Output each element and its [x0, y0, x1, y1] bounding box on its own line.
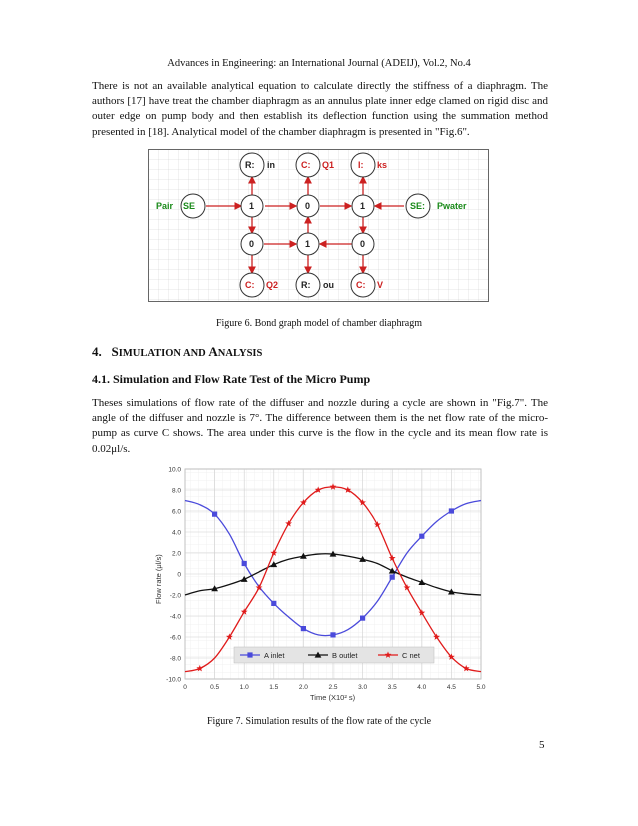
x-tick-label: 2.0: [298, 684, 308, 691]
label-ou: ou: [323, 280, 334, 290]
node-0a: 0: [305, 201, 311, 211]
node-0b: 0: [249, 239, 255, 249]
section-4-number: 4.: [92, 344, 102, 359]
data-point-a-inlet: [419, 534, 424, 539]
x-tick-label: 0: [183, 684, 187, 691]
node-1b: 1: [360, 201, 366, 211]
node-0c: 0: [360, 239, 366, 249]
data-point-a-inlet: [301, 626, 306, 631]
label-V: V: [377, 280, 384, 290]
node-1a: 1: [249, 201, 255, 211]
x-tick-label: 5.0: [476, 684, 486, 691]
legend-marker: [247, 652, 252, 657]
label-Q2: Q2: [266, 280, 279, 290]
y-tick-label: -6.0: [169, 634, 181, 642]
x-tick-label: 4.5: [446, 684, 456, 691]
label-pair: Pair: [156, 201, 174, 211]
paragraph-simulation: Theses simulations of flow rate of the diffuser and nozzle during a cycle are shown in "Fig.7". The angle of the diffuser and nozzle is 7°. The difference between them is the net flow rate of the micro-pump as curve C shows. The area under this curve is the flow in the cycle and its mean flow rate is 0.02μl/s.: [92, 397, 548, 455]
data-point-a-inlet: [449, 508, 454, 513]
section-4-title-imulation: IMULATION AND: [118, 348, 209, 359]
section-4-title-nalysis: NALYSIS: [217, 348, 263, 359]
label-C-bottom2: C:: [356, 280, 366, 290]
label-se-left: SE: [183, 201, 196, 211]
y-tick-label: -2.0: [169, 592, 181, 600]
data-point-a-inlet: [271, 601, 276, 606]
label-R-bottom: R:: [301, 280, 311, 290]
y-axis-label: Flow rate (μl/s): [154, 554, 163, 604]
data-point-a-inlet: [360, 616, 365, 621]
y-tick-label: -10.0: [166, 676, 181, 684]
y-tick-label: 4.0: [171, 529, 181, 537]
label-R: R:: [245, 160, 255, 170]
section-4-title-s: S: [111, 344, 119, 359]
legend-label: C net: [402, 651, 420, 660]
x-tick-label: 3.0: [358, 684, 368, 691]
label-ks: ks: [377, 160, 388, 170]
label-C-bottom1: C:: [245, 280, 255, 290]
y-tick-label: 2.0: [171, 550, 181, 558]
x-tick-label: 1.0: [239, 684, 249, 691]
label-C: C:: [301, 160, 311, 170]
label-se-right: SE:: [410, 201, 426, 211]
label-Q1: Q1: [322, 160, 335, 170]
legend-label: B outlet: [332, 651, 358, 660]
y-tick-label: 10.0: [168, 466, 181, 474]
legend-label: A inlet: [264, 651, 285, 660]
section-4-heading: [92, 344, 262, 360]
label-I: I:: [358, 160, 364, 170]
y-tick-label: 8.0: [171, 487, 181, 495]
figure-6-bond-graph: [148, 149, 489, 302]
page-number: 5: [539, 739, 545, 751]
section-4-1-heading: 4.1. Simulation and Flow Rate Test of the Micro Pump: [92, 372, 371, 386]
figure-7-chart: [150, 464, 490, 704]
y-tick-label: 6.0: [171, 508, 181, 516]
node-1c: 1: [305, 239, 311, 249]
data-point-a-inlet: [212, 512, 217, 517]
y-tick-label: 0: [177, 571, 181, 579]
x-tick-label: 4.0: [417, 684, 427, 691]
section-4-title-a: A: [208, 344, 218, 359]
y-tick-label: -4.0: [169, 613, 181, 621]
x-tick-label: 3.5: [387, 684, 397, 691]
figure-7-caption: Figure 7. Simulation results of the flow rate of the cycle: [206, 716, 432, 727]
data-point-a-inlet: [330, 632, 335, 637]
y-tick-label: -8.0: [169, 655, 181, 663]
label-pwater: Pwater: [437, 201, 467, 211]
label-in: in: [267, 160, 275, 170]
data-point-a-inlet: [390, 575, 395, 580]
x-tick-label: 0.5: [210, 684, 220, 691]
figure-6-caption: Figure 6. Bond graph model of chamber diaphragm: [215, 318, 423, 329]
journal-header: Advances in Engineering: an International Journal (ADEIJ), Vol.2, No.4: [167, 58, 471, 69]
chart-legend: [234, 647, 434, 663]
x-tick-label: 1.5: [269, 684, 279, 691]
data-point-a-inlet: [242, 561, 247, 566]
paragraph-diaphragm: There is not an available analytical equation to calculate directly the stiffness of a diaphragm. The authors [17] have treat the chamber diaphragm as an annulus plate inner edge clamed on rigid disc and outer edge on pump body and then establish its deflection function using the summation method presented in [18]. Analytical model of the chamber diaphragm is presented in "Fig.6".: [92, 80, 548, 138]
x-tick-label: 2.5: [328, 684, 338, 691]
x-axis-label: Time (X10² s): [310, 693, 356, 702]
